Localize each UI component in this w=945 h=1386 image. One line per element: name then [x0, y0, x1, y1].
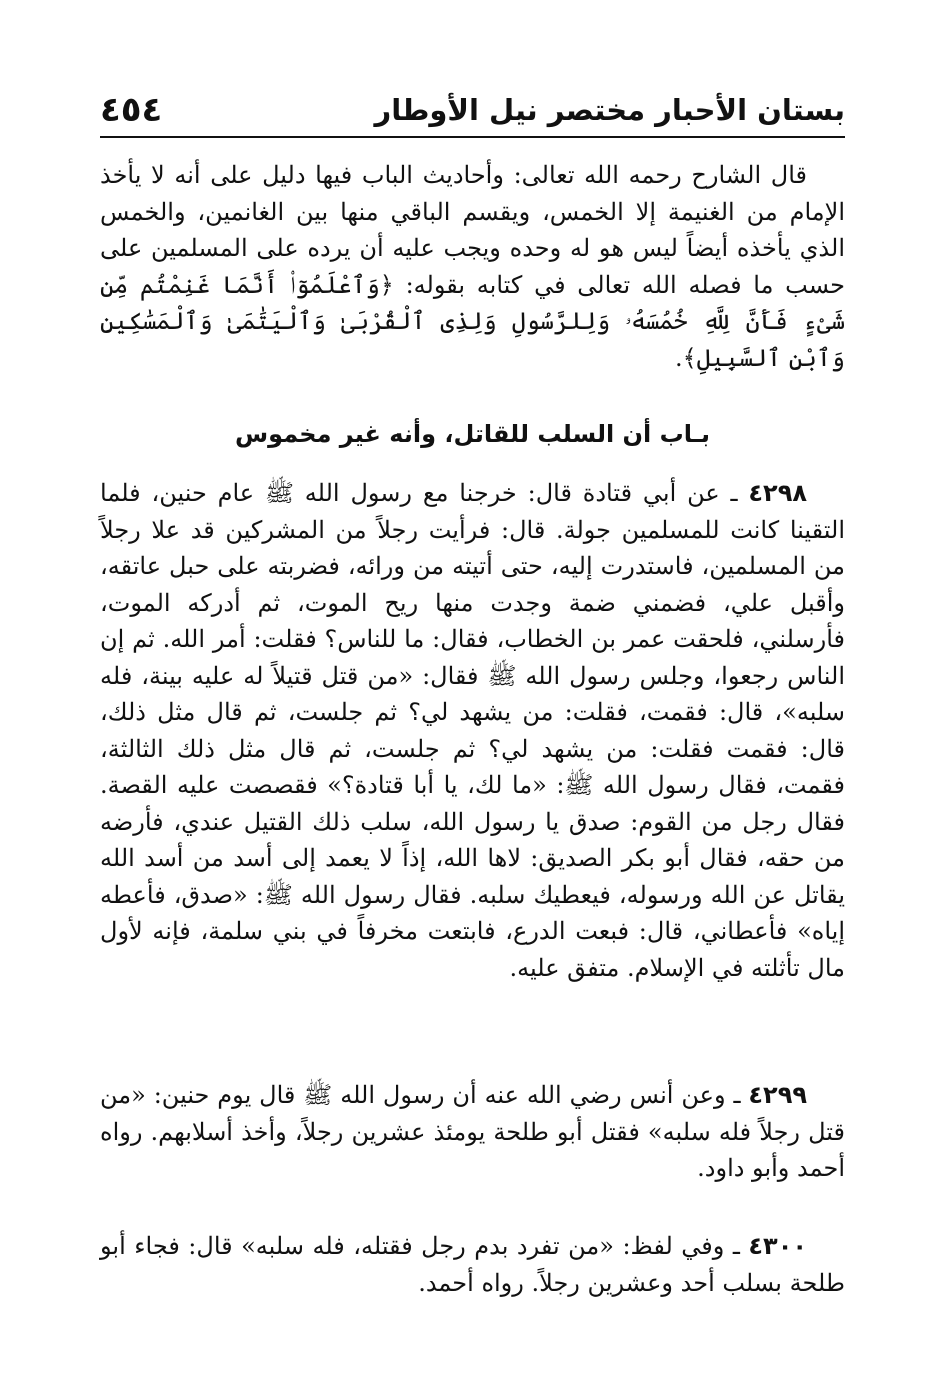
- quran-verse: ﴿وَٱعْلَمُوٓا۟ أَنَّمَا غَنِمْتُم مِّن شَىْءٍ فَأَنَّ لِلَّهِ خُمُسَهُۥ وَلِلرَّسُولِ وَلِذِى ٱلْقُرْبَىٰ وَٱلْيَتَٰمَىٰ وَٱلْمَسَٰكِينِ وَٱبْنِ ٱلسَّبِيلِ﴾: [100, 270, 845, 372]
- hadith-text: ـ عن أبي قتادة قال: خرجنا مع رسول الله ﷺ عام حنين، فلما التقينا كانت للمسلمين جولة. قال: فرأيت رجلاً من المشركين قد علا رجلاً من المسلمين، فاستدرت إليه، حتى أتيته من ورائه، فضربته على حبل عاتقه، وأقبل علي، فضمني ضمة وجدت منها ريح الموت، ثم أدركه الموت، فأرسلني، فلحقت عمر بن الخطاب، فقال: ما للناس؟ فقلت: أمر الله. ثم إن الناس رجعوا، وجلس رسول الله ﷺ فقال: «من قتل قتيلاً له عليه بينة، فله سلبه»، قال: فقمت، فقلت: من يشهد لي؟ ثم جلست، ثم قال مثل ذلك، قال: فقمت فقلت: من يشهد لي؟ ثم جلست، ثم قال مثل ذلك الثالثة، فقمت، فقال رسول الله ﷺ: «ما لك، يا أبا قتادة؟» فقصصت عليه القصة. فقال رجل من القوم: صدق يا رسول الله، سلب ذلك القتيل عندي، فأرضه من حقه، فقال أبو بكر الصديق: لاها الله، إذاً لا يعمد إلى أسد من أسد الله يقاتل عن الله ورسوله، فيعطيك سلبه. فقال رسول الله ﷺ: «صدق، فأعطه إياه» فأعطاني، قال: فبعت الدرع، فابتعت مخرفاً في بني سلمة، فإنه لأول مال تأثلته في الإسلام. متفق عليه.: [100, 479, 845, 982]
- hadith-number: ٤٢٩٨: [748, 479, 807, 507]
- hadith-paragraph: [100, 1228, 845, 1301]
- hadith-paragraph: [100, 475, 845, 986]
- hadith-number: ٤٢٩٩: [748, 1081, 807, 1109]
- hadith-text: ـ وعن أنس رضي الله عنه أن رسول الله ﷺ قال يوم حنين: «من قتل رجلاً فله سلبه» فقتل أبو طلحة يومئذ عشرين رجلاً، وأخذ أسلابهم. رواه أحمد وأبو داود.: [100, 1081, 845, 1182]
- book-title: بستان الأحبار مختصر نيل الأوطار: [374, 93, 845, 127]
- commentary-paragraph: [100, 157, 845, 376]
- section-heading: بـاب أن السلب للقاتل، وأنه غير مخموس: [235, 420, 710, 448]
- hadith-text: ـ وفي لفظ: «من تفرد بدم رجل فقتله، فله سلبه» قال: فجاء أبو طلحة بسلب أحد وعشرين رجلاً. رواه أحمد.: [100, 1232, 845, 1297]
- hadith-number: ٤٣٠٠: [748, 1232, 807, 1260]
- commentary-text: قال الشارح رحمه الله تعالى: وأحاديث الباب فيها دليل على أنه لا يأخذ الإمام من الغنيمة إلا الخمس، ويقسم الباقي منها بين الغانمين، والخمس الذي يأخذه أيضاً ليس هو له وحده ويجب عليه أن يرده على المسلمين على حسب ما فصله الله تعالى في كتابه بقوله:: [100, 161, 846, 299]
- header-rule: [100, 136, 845, 138]
- page-number: ٤٥٤: [100, 90, 163, 130]
- running-head: [100, 86, 845, 130]
- hadith-paragraph: [100, 1077, 845, 1187]
- commentary-end: .: [675, 343, 683, 372]
